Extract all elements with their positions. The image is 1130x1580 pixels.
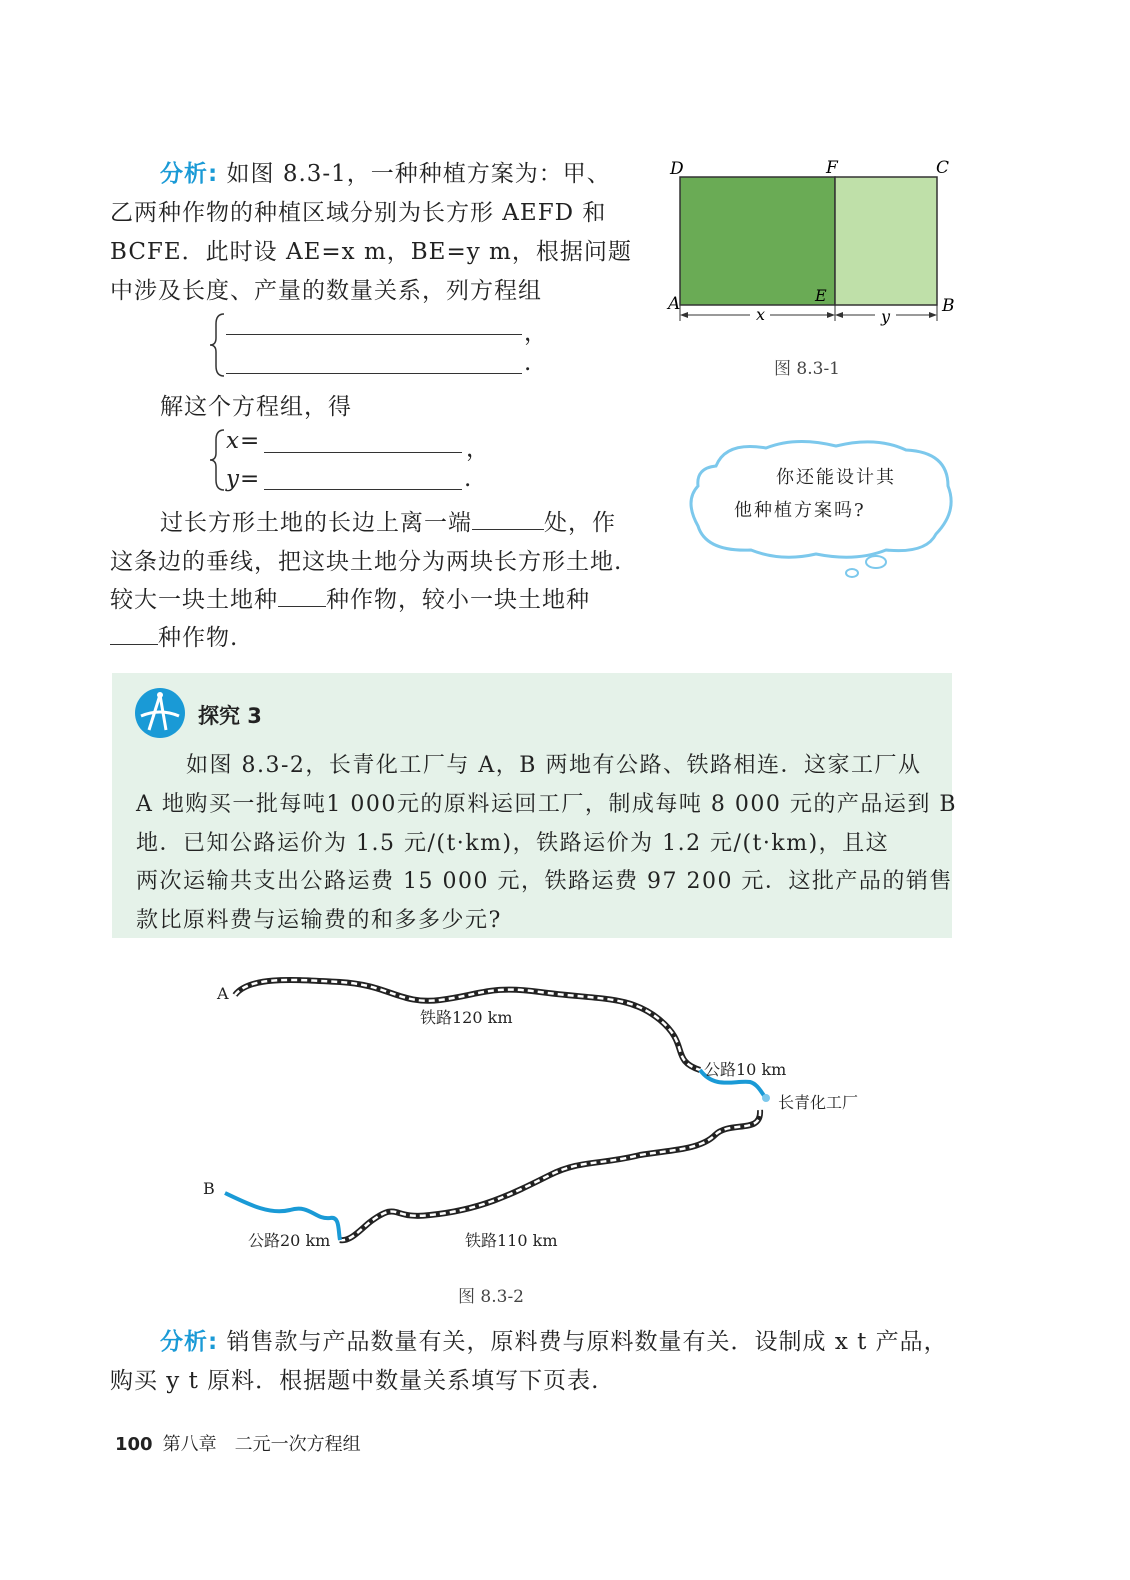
equation-blank-1[interactable] (226, 333, 522, 335)
solve-text: 解这个方程组，得 (160, 394, 352, 420)
compass-icon (133, 686, 187, 740)
distance-blank[interactable] (472, 528, 544, 530)
analysis-line-3: BCFE．此时设 AE=x m，BE=y m，根据问题 (110, 239, 632, 265)
label-y: y (881, 307, 891, 326)
x-comma: ， (466, 436, 490, 462)
brace-2 (208, 428, 228, 492)
analysis2-line-2: 购买 y t 原料．根据题中数量关系填写下页表. (110, 1368, 600, 1394)
page-footer (115, 1430, 361, 1456)
para-line-4 (110, 619, 238, 652)
analysis2-text-1: 销售款与产品数量有关，原料费与原料数量有关．设制成 x t 产品， (226, 1329, 948, 1355)
analysis2-label: 分析: (160, 1329, 219, 1355)
para-text-3b: 种作物，较小一块土地种 (326, 587, 590, 613)
explore-title: 探究 3 (198, 704, 262, 728)
label-A: A (668, 294, 681, 314)
analysis-text-1: 如图 8.3-1，一种种植方案为：甲、 (226, 161, 611, 187)
bubble-line-1: 你还能设计其 (776, 467, 896, 488)
chapter-title: 第八章 二元一次方程组 (162, 1434, 361, 1455)
equation-comma: ， (524, 320, 548, 346)
explore-line-1: 如图 8.3-2，长青化工厂与 A，B 两地有公路、铁路相连．这家工厂从 (186, 753, 922, 778)
y-blank[interactable] (264, 488, 462, 490)
crop-blank-2[interactable] (110, 643, 158, 645)
analysis2-line-1 (160, 1323, 948, 1356)
analysis-line-1 (160, 155, 611, 188)
y-period: . (464, 466, 473, 492)
label-C: C (936, 158, 950, 178)
equation-period: . (524, 350, 533, 376)
para-text-4: 种作物. (158, 625, 239, 651)
brace-1 (208, 312, 228, 378)
map-label-factory: 长青化工厂 (778, 1093, 859, 1112)
para-line-2: 这条边的垂线，把这块土地分为两块长方形土地. (110, 549, 623, 575)
x-blank[interactable] (264, 451, 462, 453)
para-line-1 (160, 504, 616, 537)
explore-line-5: 款比原料费与运输费的和多多少元? (136, 908, 502, 933)
map-label-rail110: 铁路110 km (465, 1231, 558, 1250)
map-label-road10: 公路10 km (704, 1060, 787, 1079)
page-number: 100 (115, 1434, 153, 1455)
label-F: F (826, 158, 838, 178)
analysis-line-4: 中涉及长度、产量的数量关系，列方程组 (110, 278, 542, 304)
label-D: D (670, 159, 684, 179)
analysis-label: 分析: (160, 161, 219, 187)
para-line-3 (110, 581, 590, 614)
bubble-line-2: 他种植方案吗? (734, 500, 866, 521)
map-label-rail120: 铁路120 km (420, 1008, 513, 1027)
crop-blank-1[interactable] (278, 605, 326, 607)
explore-line-4: 两次运输共支出公路运费 15 000 元，铁路运费 97 200 元．这批产品的销售 (136, 869, 953, 894)
map-label-B: B (203, 1179, 215, 1198)
factory-dot (762, 1094, 770, 1102)
para-text-1b: 处，作 (544, 510, 616, 536)
figure-8-3-1 (660, 155, 960, 330)
label-B: B (942, 296, 955, 316)
map-label-road20: 公路20 km (248, 1231, 331, 1250)
y-equals: y= (226, 466, 261, 492)
x-equals: x= (226, 428, 261, 454)
figure-1-caption: 图 8.3-1 (774, 359, 840, 379)
label-E: E (815, 286, 827, 305)
para-text-3a: 较大一块土地种 (110, 587, 278, 613)
plot-right (835, 177, 937, 305)
plot-left (680, 177, 835, 305)
explore-line-3: 地．已知公路运价为 1.5 元/(t·km)，铁路运价为 1.2 元/(t·km)，且这 (136, 831, 890, 856)
figure-2-caption: 图 8.3-2 (458, 1287, 524, 1307)
analysis-line-2: 乙两种作物的种植区域分别为长方形 AEFD 和 (110, 200, 607, 226)
equation-blank-2[interactable] (226, 372, 522, 374)
railway-factory-b (340, 1110, 760, 1240)
map-label-A: A (217, 984, 229, 1003)
explore-line-2: A 地购买一批每吨1 000元的原料运回工厂，制成每吨 8 000 元的产品运到 B (136, 792, 957, 817)
para-text-1a: 过长方形土地的长边上离一端 (160, 510, 472, 536)
label-x: x (756, 305, 766, 324)
